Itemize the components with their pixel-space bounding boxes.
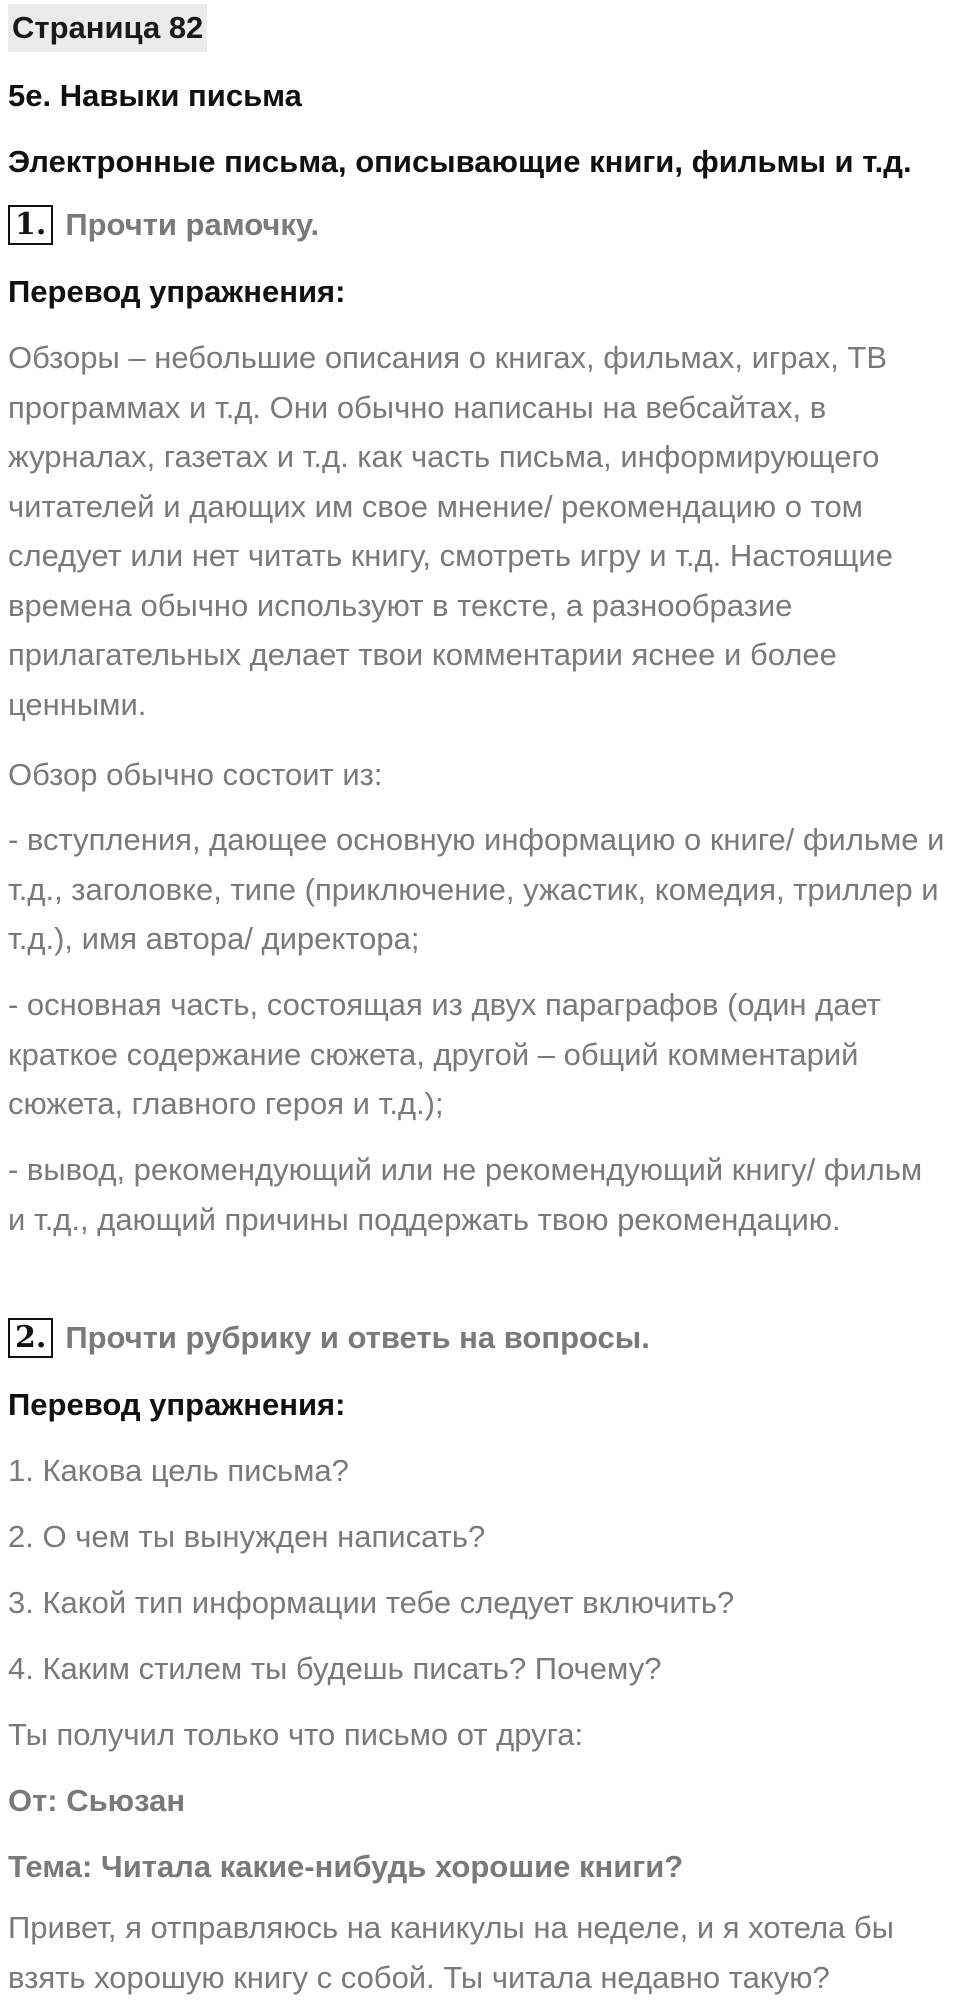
question-item: 4. Каким стилем ты будешь писать? Почему? (8, 1651, 662, 1686)
question-item: 2. О чем ты вынужден написать? (8, 1519, 486, 1554)
exercise-1-header (8, 205, 319, 245)
exercise-number-box: 2. (8, 1318, 53, 1358)
letter-from: От: Сьюзан (8, 1783, 186, 1818)
exercise-title: Прочти рубрику и ответь на вопросы. (65, 1320, 650, 1355)
paragraph: - основная часть, состоящая из двух параграфов (один дает краткое содержание сюжета, другой – общий комментарий сюжета, главного героя и т.д.); (8, 987, 881, 1121)
translation-heading: Перевод упражнения: (8, 1387, 346, 1422)
page-label: Страница 82 (8, 4, 207, 52)
section-title: 5e. Навыки письма (8, 78, 302, 113)
paragraph: - вступления, дающее основную информацию о книге/ фильме и т.д., заголовке, типе (приключение, ужастик, комедия, триллер и т.д.), имя автора/ директора; (8, 822, 945, 956)
paragraph: Обзоры – небольшие описания о книгах, фильмах, играх, ТВ программах и т.д. Они обычно написаны на вебсайтах, в журналах, газетах и т.д. как часть письма, информирующего читателей и дающих им свое мнение/ рекомендацию о том следует или нет читать книгу, смотреть игру и т.д. Настоящие времена обычно используют в тексте, а разнообразие прилагательных делает твои комментарии яснее и более ценными. (8, 340, 893, 722)
question-item: 1. Какова цель письма? (8, 1453, 349, 1488)
translation-heading: Перевод упражнения: (8, 274, 346, 309)
paragraph: - вывод, рекомендующий или не рекомендующий книгу/ фильм и т.д., дающий причины поддержать твою рекомендацию. (8, 1152, 923, 1237)
exercise-2-header (8, 1318, 650, 1358)
exercise-title: Прочти рамочку. (65, 207, 320, 242)
section-subtitle: Электронные письма, описывающие книги, фильмы и т.д. (8, 144, 912, 179)
letter-subject: Тема: Читала какие-нибудь хорошие книги? (8, 1849, 684, 1884)
exercise-number-box: 1. (8, 205, 53, 245)
letter-body: Привет, я отправляюсь на каникулы на неделе, и я хотела бы взять хорошую книгу с собой. Ты читала недавно такую? (8, 1910, 894, 1995)
question-item: 3. Какой тип информации тебе следует включить? (8, 1585, 735, 1620)
paragraph: Обзор обычно состоит из: (8, 757, 383, 792)
letter-intro: Ты получил только что письмо от друга: (8, 1717, 584, 1752)
